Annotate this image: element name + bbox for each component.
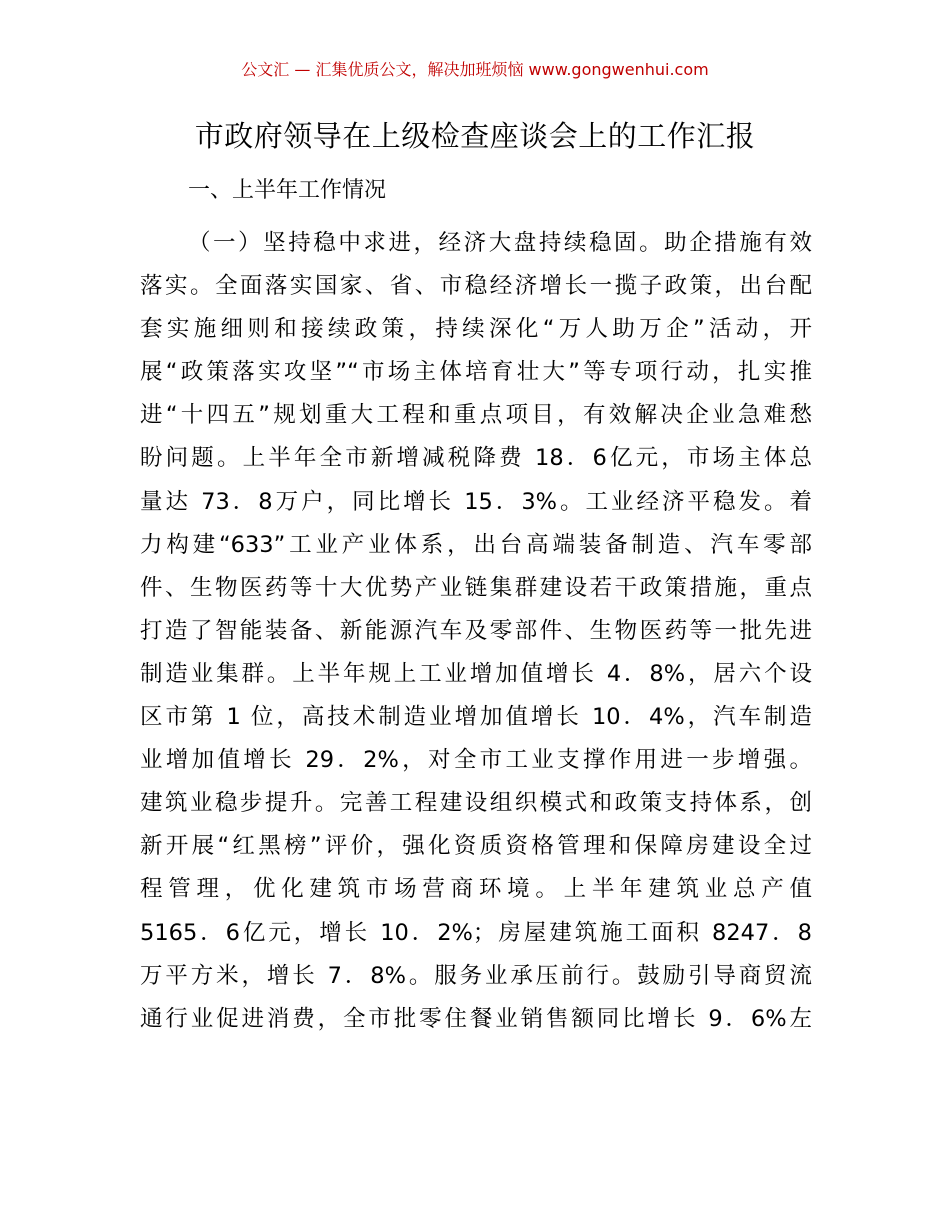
body-line: 落实。全面落实国家、省、市稳经济增长一揽子政策，出台配 — [140, 273, 812, 300]
body-line: 件、生物医药等十大优势产业链集群建设若干政策措施，重点 — [140, 574, 812, 601]
section-heading: 一、上半年工作情况 — [188, 178, 387, 203]
body-line: 制造业集群。上半年规上工业增加值增长 4．8%，居六个设 — [140, 660, 812, 687]
body-line: 力构建“633”工业产业体系，出台高端装备制造、汽车零部 — [140, 531, 812, 558]
body-line: 进“十四五”规划重大工程和重点项目，有效解决企业急难愁 — [140, 402, 812, 429]
document-title: 市政府领导在上级检查座谈会上的工作汇报 — [194, 119, 756, 153]
body-line: 程管理，优化建筑市场营商环境。上半年建筑业总产值 — [140, 876, 812, 903]
body-line: 通行业促进消费，全市批零住餐业销售额同比增长 9．6%左 — [140, 1005, 812, 1032]
body-line: （一）坚持稳中求进，经济大盘持续稳固。助企措施有效 — [188, 230, 812, 256]
body-line: 套实施细则和接续政策，持续深化“万人助万企”活动，开 — [140, 316, 812, 343]
body-line: 建筑业稳步提升。完善工程建设组织模式和政策支持体系，创 — [140, 790, 812, 817]
body-line: 量达 73．8万户，同比增长 15．3%。工业经济平稳发。着 — [140, 488, 812, 515]
body-text — [140, 222, 812, 1041]
header-banner: 公文汇 — 汇集优质公文，解决加班烦恼 www.gongwenhui.com — [241, 60, 709, 79]
body-line: 盼问题。上半年全市新增减税降费 18．6亿元，市场主体总 — [140, 445, 812, 472]
body-line: 万平方米，增长 7．8%。服务业承压前行。鼓励引导商贸流 — [140, 962, 812, 989]
body-line: 打造了智能装备、新能源汽车及零部件、生物医药等一批先进 — [140, 617, 812, 644]
body-line: 业增加值增长 29．2%，对全市工业支撑作用进一步增强。 — [140, 747, 812, 774]
body-line: 展“政策落实攻坚”“市场主体培育壮大”等专项行动，扎实推 — [140, 359, 812, 386]
body-line: 新开展“红黑榜”评价，强化资质资格管理和保障房建设全过 — [140, 833, 812, 860]
body-line: 区市第 1 位，高技术制造业增加值增长 10．4%，汽车制造 — [140, 704, 812, 731]
body-line: 5165．6亿元，增长 10．2%；房屋建筑施工面积 8247．8 — [140, 919, 812, 946]
